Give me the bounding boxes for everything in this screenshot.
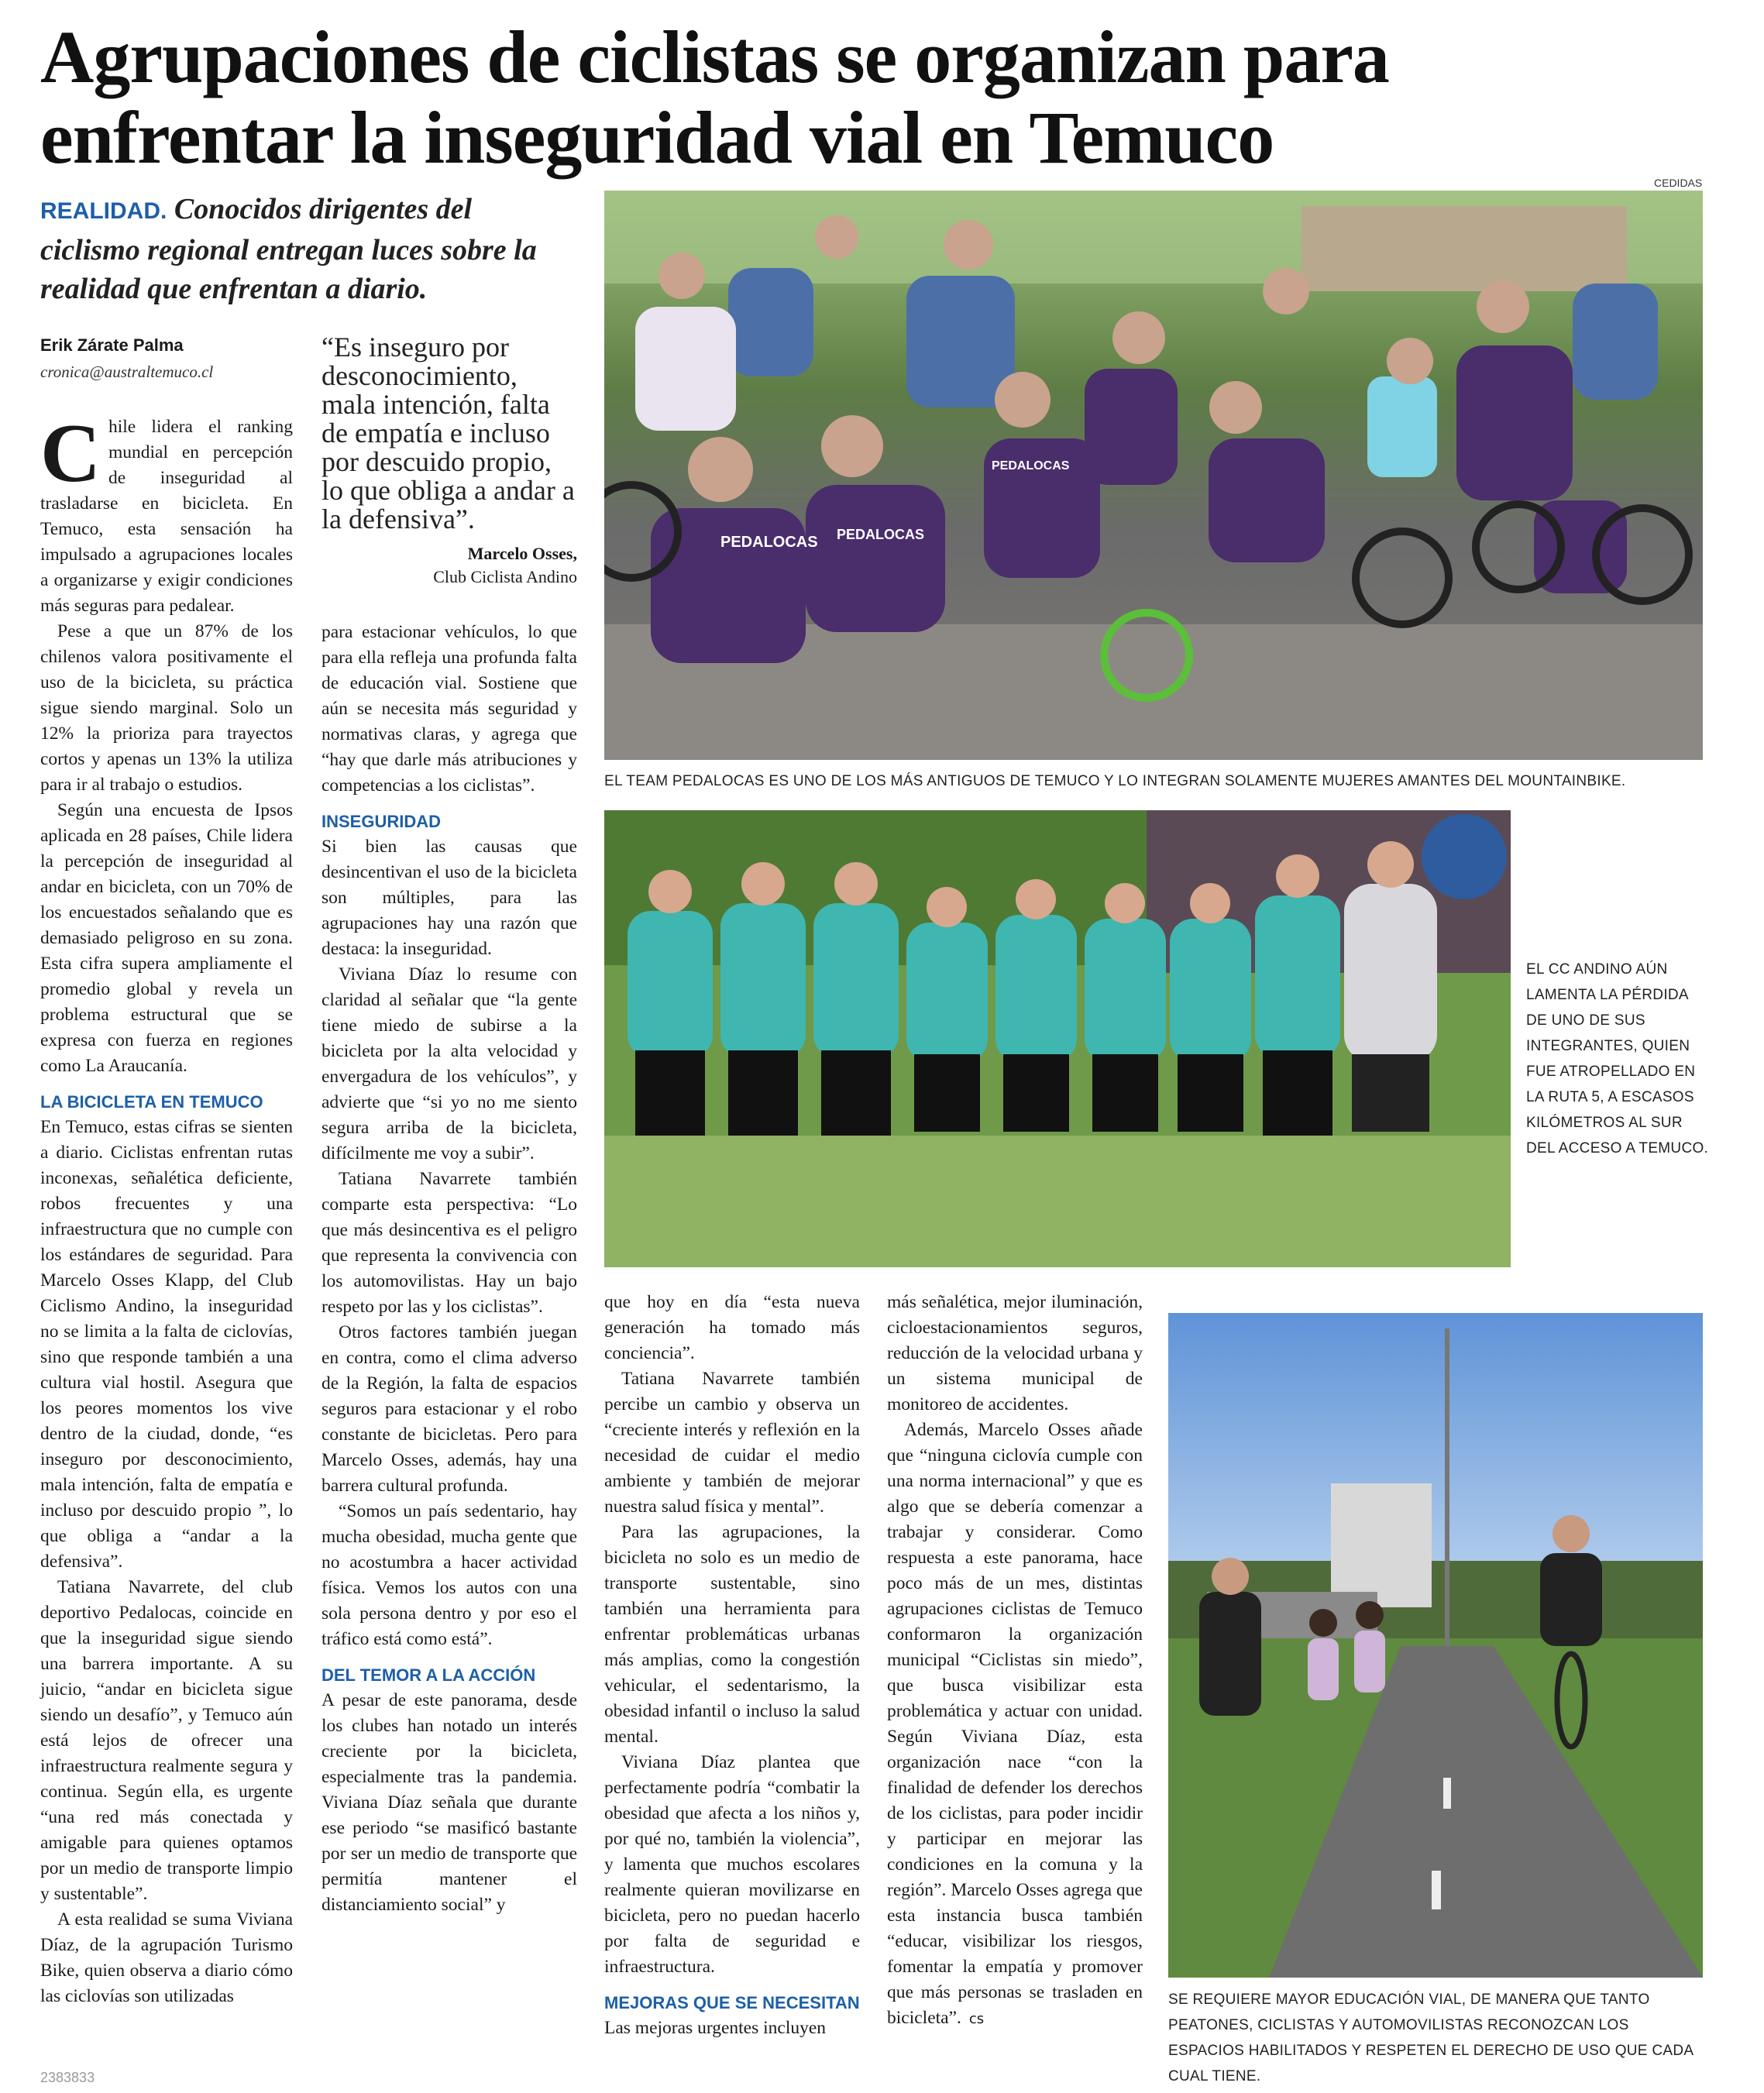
end-mark-icon: cs — [968, 2011, 985, 2027]
drop-cap: C — [40, 407, 101, 500]
paragraph: “Somos un país sedentario, hay mucha obesidad, mucha gente que no acostumbra a hacer actividad física. Vemos los autos con una sola persona dentro y por eso el tráfico está como está”. — [322, 1501, 577, 1649]
photo-pedalocas-image — [604, 191, 1703, 760]
paragraph: Otros factores también juegan en contra, como el clima adverso de la Región, la falta de espacios seguros para estacionar y el robo constante de bicicletas. Pero para Marcelo Osses, además, hay una barrera cultural profunda. — [322, 1322, 577, 1496]
paragraph: A pesar de este panorama, desde los clubes han notado un interés creciente por la bicicleta, especialmente tras la pandemia. Viviana Díaz señala que durante ese periodo “se masificó bastante por ser un medio de transporte que permitía mantener el distanciamiento social” y — [322, 1690, 577, 1915]
deck — [40, 190, 575, 308]
pull-quote: “Es inseguro por desconocimiento, mala intención, falta de empatía e incluso por descuido propio, lo que obliga a andar a la defensiva”. — [322, 332, 575, 534]
paragraph: Según una encuesta de Ipsos aplicada en 28 países, Chile lidera la percepción de inseguridad al andar en bicicleta, con un 70% de los encuestados señalando que es demasiado peligroso en su zona. Esta cifra supera ampliamente el promedio global y revela un problema estructural que se expresa con fuerza en regiones como La Araucanía. — [40, 800, 293, 1076]
headline-line-2: enfrentar la inseguridad vial en Temuco — [40, 96, 1274, 179]
column-3 — [604, 1290, 860, 2041]
photo-caption-1: EL TEAM PEDALOCAS ES UNO DE LOS MÁS ANTIGUOS DE TEMUCO Y LO INTEGRAN SOLAMENTE MUJERES AMANTES DEL MOUNTAINBIKE. — [604, 773, 1626, 789]
pull-quote-attribution — [322, 542, 577, 589]
photo-bike-path-image — [1168, 1313, 1703, 1978]
headline — [40, 17, 1729, 178]
photo-bike-path — [1168, 1313, 1703, 1978]
jersey-text-3: PEDALOCAS — [992, 459, 1070, 473]
paragraph: más señalética, mejor iluminación, cicloestacionamientos seguros, reducción de la velocidad urbana y un sistema municipal de monitoreo de accidentes. — [887, 1292, 1143, 1414]
paragraph: Además, Marcelo Osses añade que “ninguna ciclovía cumple con una norma internacional” y que es algo que se debería comenzar a trabajar y considerar. Como respuesta a este panorama, hace poco más de un mes, distintas agrupaciones ciclistas de Temuco conformaron la organización municipal “Ciclistas sin miedo”, que busca visibilizar esta problemática y actuar con unidad. Según Viviana Díaz, esta organización nace “con la finalidad de defender los derechos de los ciclistas, para poder incidir y participar en mejorar las condiciones en la comuna y la región”. Marcelo Osses agrega que esta instancia busca también “educar, visibilizar los riesgos, fomentar la empatía y promover que más personas se trasladen en bicicleta”. cs — [887, 1420, 1143, 2028]
deck-text: Conocidos dirigentes del ciclismo regional entregan luces sobre la realidad que enfrentan a diario. — [40, 193, 537, 305]
column-2 — [322, 620, 577, 1918]
paragraph: Para las agrupaciones, la bicicleta no solo es un medio de transporte sustentable, sino también una herramienta para enfrentar problemáticas urbanas más amplias, como la congestión vehicular, el sedentarismo, la obesidad infantil o incluso la salud mental. — [604, 1522, 860, 1747]
subheading-bicicleta-temuco: LA BICICLETA EN TEMUCO — [40, 1092, 263, 1112]
paragraph: que hoy en día “esta nueva generación ha tomado más conciencia”. — [604, 1292, 860, 1363]
photo-cc-andino-image — [604, 810, 1511, 1267]
byline-email[interactable]: cronica@australtemuco.cl — [40, 363, 214, 381]
paragraph: A esta realidad se suma Viviana Díaz, de la agrupación Turismo Bike, quien observa a diario cómo las ciclovías son utilizadas — [40, 1909, 293, 2006]
paragraph: Viviana Díaz lo resume con claridad al señalar que “la gente tiene miedo de subirse a la bicicleta por la alta velocidad y envergadura de los vehículos”, y advierte que “si yo no me siento segura arriba de la bicicleta, difícilmente me voy a subir”. — [322, 964, 577, 1163]
subheading-inseguridad: INSEGURIDAD — [322, 812, 442, 831]
deck-kicker: REALIDAD. — [40, 198, 167, 224]
paragraph: En Temuco, estas cifras se sienten a diario. Ciclistas enfrentan rutas inconexas, señalética deficiente, robos frecuentes y una infraestructura que no cumple con los estándares de seguridad. Para Marcelo Osses Klapp, del Club Ciclismo Andino, la inseguridad no se limita a la falta de ciclovías, sino que responde también a una cultura vial hostil. Asegura que los peores momentos los vive dentro de la ciudad, donde, “es inseguro por desconocimiento, mala intención, falta de empatía e incluso por descuido propio ”, lo que obliga a “andar a la defensiva”. — [40, 1117, 293, 1572]
paragraph: Tatiana Navarrete también percibe un cambio y observa un “creciente interés y reflexión en la necesidad de cuidar el medio ambiente y también de mejorar nuestra salud física y mental”. — [604, 1369, 860, 1517]
paragraph: para estacionar vehículos, lo que para ella refleja una profunda falta de educación vial. Sostiene que aún se necesita más seguridad y normativas claras, y agrega que “hay que darle más atribuciones y competencias a los ciclistas”. — [322, 622, 577, 796]
paragraph: Viviana Díaz plantea que perfectamente podría “combatir la obesidad que afecta a los niños y, por qué no, también la violencia”, y lamenta que muchos escolares realmente quieran movilizarse en bicicleta, pero no puedan hacerlo por falta de seguridad e infraestructura. — [604, 1752, 860, 1977]
photo-cc-andino-team — [604, 810, 1511, 1267]
paragraph: Si bien las causas que desincentivan el uso de la bicicleta son múltiples, para las agrupaciones hay una razón que destaca: la inseguridad. — [322, 837, 577, 959]
paragraph: Tatiana Navarrete también comparte esta perspectiva: “Lo que más desincentiva es el peligro que representa la convivencia con los automovilistas. Hay un bajo respeto por las y los ciclistas”. — [322, 1169, 577, 1317]
headline-line-1: Agrupaciones de ciclistas se organizan para — [40, 15, 1389, 98]
column-1 — [40, 407, 293, 2009]
photo-caption-3: SE REQUIERE MAYOR EDUCACIÓN VIAL, DE MANERA QUE TANTO PEATONES, CICLISTAS Y AUTOMOVILISTAS RECONOZCAN LOS ESPACIOS HABILITADOS Y RESPETEN EL DERECHO DE USO QUE CADA CUAL TIENE. — [1168, 1992, 1694, 2084]
column-4 — [887, 1290, 1143, 2032]
paragraph: Las mejoras urgentes incluyen — [604, 2018, 827, 2038]
paragraph: Tatiana Navarrete, del club deportivo Pedalocas, coincide en que la inseguridad sigue siendo una barrera importante. A su juicio, “andar en bicicleta sigue siendo un desafío”, y Temuco aún está lejos de ofrecer una infraestructura realmente segura y continua. Según ella, es urgente “una red más conectada y amigable para quienes optamos por un medio de transporte limpio y sustentable”. — [40, 1577, 293, 1904]
lead-paragraph: Chile lidera el ranking mundial en percepción de inseguridad al trasladarse en bicicleta. En Temuco, esta sensación ha impulsado a agrupaciones locales a organizarse y exigir condiciones más seguras para pedalear. — [40, 407, 293, 616]
subheading-del-temor: DEL TEMOR A LA ACCIÓN — [322, 1665, 536, 1685]
photo-credit: CEDIDAS — [1654, 177, 1703, 189]
page-id-number: 2383833 — [40, 2070, 95, 2085]
photo-caption-2: EL CC ANDINO AÚN LAMENTA LA PÉRDIDA DE UNO DE SUS INTEGRANTES, QUIEN FUE ATROPELLADO EN LA RUTA 5, A ESCASOS KILÓMETROS AL SUR DEL ACCESO A TEMUCO. — [1526, 961, 1709, 1156]
byline-author: Erik Zárate Palma — [40, 335, 184, 355]
jersey-text-2: PEDALOCAS — [837, 527, 925, 542]
photo-pedalocas-group — [604, 191, 1703, 760]
paragraph: Pese a que un 87% de los chilenos valora positivamente el uso de la bicicleta, su práctica sigue siendo marginal. Solo un 12% la prioriza para trayectos cortos y apenas un 13% la utiliza para ir al trabajo o estudios. — [40, 621, 293, 795]
pull-quote-org: Club Ciclista Andino — [433, 567, 577, 586]
jersey-text-1: PEDALOCAS — [720, 534, 818, 551]
pull-quote-name: Marcelo Osses, — [467, 544, 577, 563]
subheading-mejoras: MEJORAS QUE SE NECESITAN — [604, 1993, 860, 2012]
